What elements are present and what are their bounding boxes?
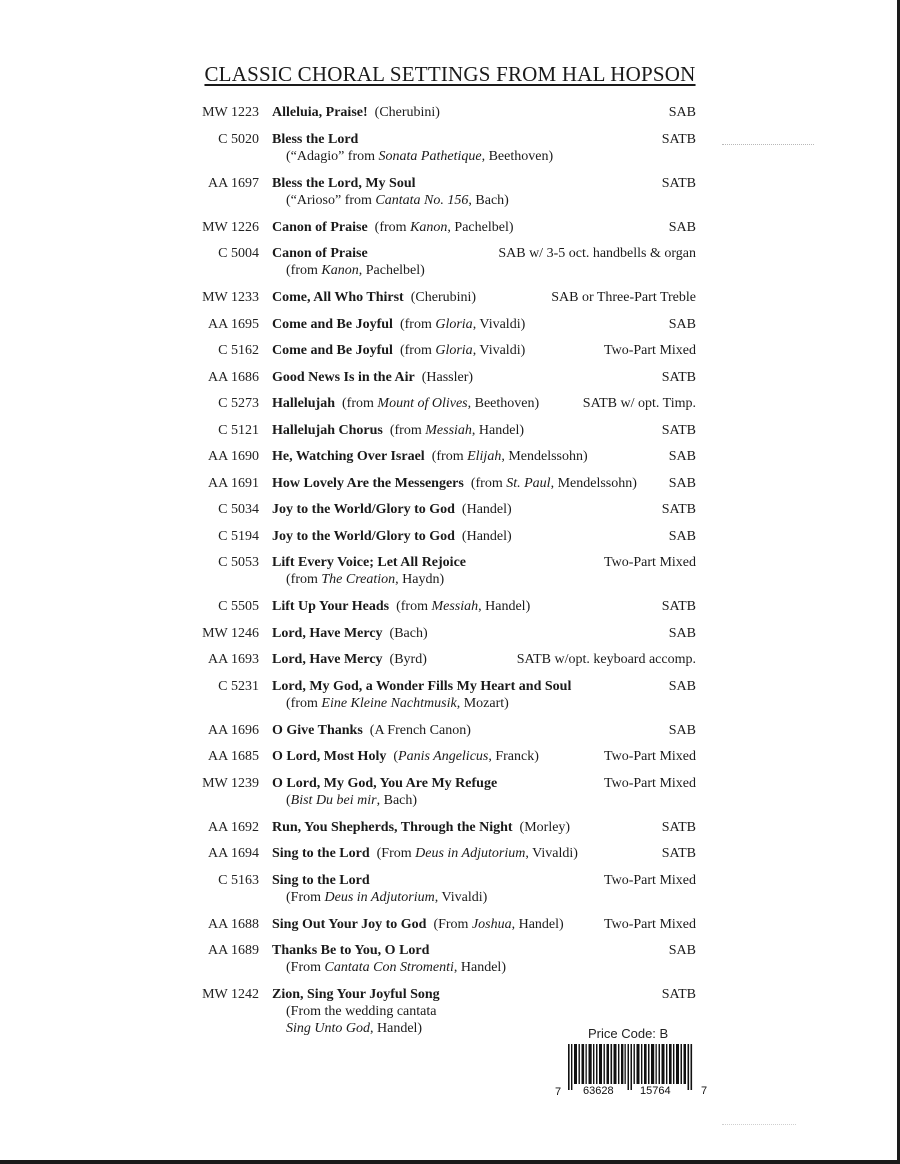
entry-title: Sing to the Lord (272, 872, 370, 888)
entry-credit: (from Elijah, Mendelssohn) (431, 449, 588, 464)
entry-voicing: SAB (668, 943, 696, 958)
entry-voicing: SATB w/ opt. Timp. (582, 396, 696, 411)
entry-title: Bless the Lord, My Soul (272, 175, 416, 191)
entry-title: How Lovely Are the Messengers (272, 475, 464, 491)
catalog-code: AA 1692 (208, 819, 259, 835)
price-code: Price Code: B (588, 1026, 669, 1041)
entry-voicing: SATB (661, 819, 696, 835)
entry-title: Alleluia, Praise! (272, 105, 368, 120)
catalog-code: C 5162 (218, 343, 259, 358)
entry-title: Joy to the World/Glory to God (272, 528, 455, 544)
catalog-entry (0, 245, 900, 289)
entry-source: (“Adagio” from Sonata Pathetique, Beethoven) (286, 148, 554, 164)
catalog-entry (0, 342, 900, 369)
entry-voicing: Two-Part Mixed (604, 343, 696, 358)
catalog-code: C 5004 (218, 246, 259, 261)
entry-title: Lord, My God, a Wonder Fills My Heart and Soul (272, 678, 572, 694)
entry-credit: (from Gloria, Vivaldi) (399, 316, 526, 332)
entry-voicing: Two-Part Mixed (604, 916, 696, 932)
catalog-entry (0, 748, 900, 775)
entry-credit: (Handel) (461, 502, 512, 517)
entry-credit: (from Messiah, Handel) (396, 599, 531, 614)
entry-title: Sing to the Lord (272, 846, 370, 861)
catalog-code: C 5053 (218, 555, 259, 570)
catalog-entry (0, 916, 900, 943)
entry-credit: (Hassler) (421, 369, 474, 385)
entry-voicing: Two-Part Mixed (604, 775, 696, 791)
entry-title: Bless the Lord (272, 131, 359, 147)
entry-voicing: SATB (661, 987, 696, 1002)
dotted-mark-bottom (722, 1124, 796, 1125)
entry-credit: (From Deus in Adjutorium, Vivaldi) (376, 846, 578, 861)
catalog-code: C 5163 (218, 872, 259, 888)
catalog-entry (0, 475, 900, 502)
entry-voicing: SAB (668, 625, 696, 641)
catalog-entry (0, 942, 900, 986)
catalog-entry (0, 219, 900, 246)
catalog-code: MW 1223 (202, 105, 259, 120)
entry-credit: (Cherubini) (374, 105, 440, 120)
catalog-entry (0, 625, 900, 652)
catalog-code: MW 1233 (202, 290, 259, 305)
barcode-digit-first: 7 (555, 1086, 562, 1098)
barcode-group-right: 15764 (640, 1085, 671, 1097)
entry-voicing: SATB w/opt. keyboard accomp. (516, 652, 696, 667)
entry-title: O Give Thanks (272, 722, 363, 738)
catalog-code: MW 1246 (202, 625, 259, 641)
entry-title: Lift Up Your Heads (272, 599, 390, 614)
catalog-code: C 5194 (218, 528, 259, 544)
entry-voicing: SATB (661, 599, 696, 614)
catalog-entry (0, 775, 900, 819)
entry-title: Lift Every Voice; Let All Rejoice (272, 555, 467, 570)
catalog-entry (0, 819, 900, 846)
catalog-code: C 5273 (218, 396, 259, 411)
catalog-code: AA 1697 (208, 175, 259, 191)
entry-source: (from Kanon, Pachelbel) (286, 263, 425, 278)
entry-credit: (from Kanon, Pachelbel) (374, 219, 514, 235)
barcode-group-left: 63628 (583, 1085, 614, 1097)
entry-voicing: SAB (668, 722, 696, 738)
barcode-bars (568, 1044, 694, 1090)
catalog-code: C 5505 (218, 599, 259, 614)
entry-credit: (from Gloria, Vivaldi) (399, 343, 526, 358)
entry-credit: (A French Canon) (369, 722, 471, 738)
entry-voicing: SAB or Three-Part Treble (551, 290, 696, 305)
entry-source: (From Deus in Adjutorium, Vivaldi) (286, 889, 488, 905)
entry-voicing: SAB w/ 3-5 oct. handbells & organ (498, 246, 696, 261)
catalog-entry (0, 369, 900, 396)
catalog-code: MW 1226 (202, 219, 259, 235)
catalog-code: MW 1239 (202, 775, 259, 791)
catalog-code: AA 1695 (208, 316, 259, 332)
catalog-code: AA 1685 (208, 749, 259, 764)
catalog-entry (0, 448, 900, 475)
catalog-code: C 5020 (218, 131, 259, 147)
catalog-entry (0, 722, 900, 749)
entry-credit: (from Mount of Olives, Beethoven) (342, 396, 540, 411)
entry-source: (from The Creation, Haydn) (286, 572, 445, 587)
catalog-code: AA 1689 (208, 943, 259, 958)
page-title: CLASSIC CHORAL SETTINGS FROM HAL HOPSON (204, 62, 696, 86)
entry-title: Joy to the World/Glory to God (272, 502, 455, 517)
entry-source: (“Arioso” from Cantata No. 156, Bach) (286, 192, 509, 208)
catalog-code: AA 1686 (208, 369, 259, 385)
entry-credit: (Morley) (519, 819, 571, 835)
catalog-code: AA 1690 (208, 449, 259, 464)
catalog-list (0, 104, 900, 1046)
catalog-entry (0, 131, 900, 175)
entry-title: Canon of Praise (272, 219, 368, 235)
catalog-code: AA 1696 (208, 722, 259, 738)
entry-title: Come and Be Joyful (272, 343, 393, 358)
entry-credit: (From Joshua, Handel) (433, 916, 564, 932)
entry-source: (from Eine Kleine Nachtmusik, Mozart) (286, 695, 509, 711)
catalog-entry (0, 678, 900, 722)
entry-credit: (from Messiah, Handel) (389, 422, 525, 438)
catalog-code: C 5121 (218, 422, 259, 438)
entry-title: Hallelujah Chorus (272, 422, 383, 438)
entry-voicing: Two-Part Mixed (604, 872, 696, 888)
entry-source: (Bist Du bei mir, Bach) (286, 792, 418, 808)
entry-voicing: SATB (661, 502, 696, 517)
catalog-entry (0, 175, 900, 219)
entry-credit: (from St. Paul, Mendelssohn) (470, 475, 637, 491)
entry-title: Zion, Sing Your Joyful Song (272, 987, 440, 1002)
entry-title: Come, All Who Thirst (272, 290, 404, 305)
entry-voicing: SAB (668, 475, 696, 491)
catalog-entry (0, 289, 900, 316)
entry-title: Come and Be Joyful (272, 316, 393, 332)
catalog-code: C 5034 (218, 502, 259, 517)
catalog-entry (0, 528, 900, 555)
entry-voicing: Two-Part Mixed (604, 555, 696, 570)
catalog-code: AA 1691 (208, 475, 259, 491)
entry-source: (From Cantata Con Stromenti, Handel) (286, 960, 506, 975)
catalog-entry (0, 422, 900, 449)
entry-credit: (Bach) (389, 625, 428, 641)
catalog-code: AA 1693 (208, 652, 259, 667)
entry-voicing: SATB (661, 131, 696, 147)
entry-voicing: SATB (661, 175, 696, 191)
entry-credit: (Handel) (461, 528, 512, 544)
catalog-code: C 5231 (218, 678, 259, 694)
catalog-entry (0, 986, 900, 1046)
entry-voicing: Two-Part Mixed (604, 749, 696, 764)
entry-title: Good News Is in the Air (272, 369, 415, 385)
entry-title: Sing Out Your Joy to God (272, 916, 427, 932)
catalog-code: AA 1688 (208, 916, 259, 932)
entry-voicing: SATB (661, 846, 696, 861)
entry-source: (From the wedding cantata (286, 1004, 437, 1019)
entry-title: He, Watching Over Israel (272, 449, 425, 464)
entry-title: Lord, Have Mercy (272, 625, 383, 641)
catalog-entry (0, 554, 900, 598)
entry-voicing: SAB (668, 105, 696, 120)
catalog-entry (0, 598, 900, 625)
entry-title: Thanks Be to You, O Lord (272, 943, 430, 958)
catalog-entry (0, 395, 900, 422)
catalog-entry (0, 104, 900, 131)
entry-voicing: SAB (668, 219, 696, 235)
page-border-bottom (0, 1160, 900, 1164)
entry-voicing: SATB (661, 369, 696, 385)
catalog-entry (0, 316, 900, 343)
entry-voicing: SAB (668, 449, 696, 464)
catalog-entry (0, 501, 900, 528)
barcode (555, 1044, 710, 1104)
barcode-digit-last: 7 (701, 1085, 708, 1097)
entry-title: Run, You Shepherds, Through the Night (272, 819, 513, 835)
catalog-entry (0, 651, 900, 678)
entry-credit: (Byrd) (389, 652, 427, 667)
entry-source-line2: Sing Unto God, Handel) (286, 1021, 423, 1036)
entry-title: O Lord, Most Holy (272, 749, 387, 764)
entry-voicing: SAB (668, 678, 696, 694)
entry-voicing: SAB (668, 528, 696, 544)
entry-credit: (Cherubini) (410, 290, 477, 305)
catalog-entry (0, 845, 900, 872)
catalog-code: MW 1242 (202, 987, 259, 1002)
catalog-code: AA 1694 (208, 846, 259, 861)
entry-voicing: SAB (668, 316, 696, 332)
entry-credit: (Panis Angelicus, Franck) (393, 749, 539, 764)
catalog-entry (0, 872, 900, 916)
entry-title: Canon of Praise (272, 246, 368, 261)
entry-title: Lord, Have Mercy (272, 652, 383, 667)
entry-title: O Lord, My God, You Are My Refuge (272, 775, 498, 791)
entry-voicing: SATB (661, 422, 696, 438)
entry-title: Hallelujah (272, 396, 336, 411)
